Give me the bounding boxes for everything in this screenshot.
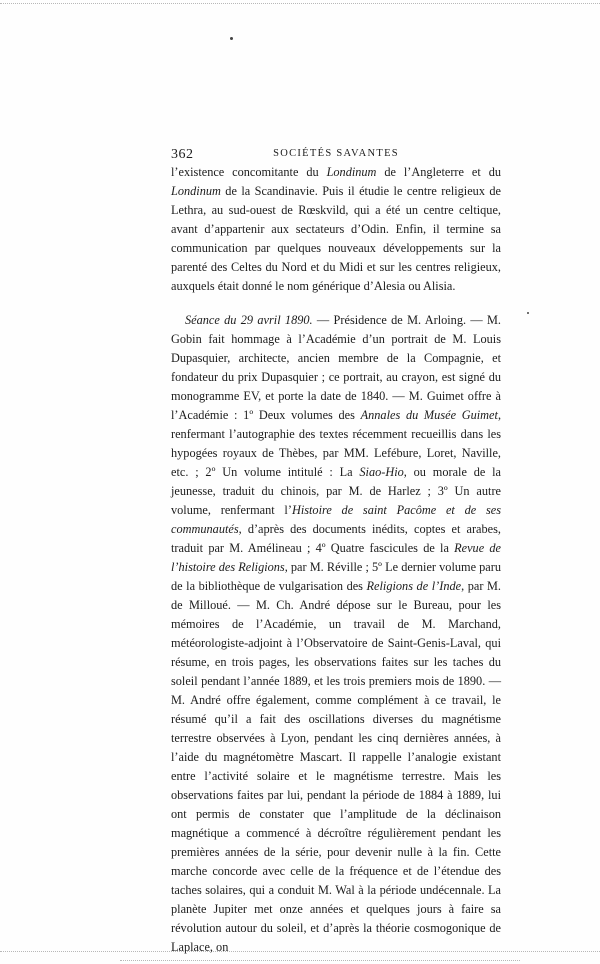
bottom-edge-mark xyxy=(120,960,520,961)
body-text xyxy=(171,163,501,957)
top-edge-mark xyxy=(0,3,600,4)
page-number: 362 xyxy=(171,147,194,162)
paragraph-seance-29-avril: Séance du 29 avril 1890. — Présidence de M. Arloing. — M. Gobin fait hommage à l’Académie d’un portrait de M. Louis Dupasquier, architecte, ancien membre de la Compagnie, et fondateur du prix Dupasquier ; ce portrait, au crayon, est signé du monogramme EV, et porte la date de 1840. — M. Guimet offre à l’Académie : 1º Deux volumes des Annales du Musée Guimet, renfermant l’autographie des textes récemment recueillis dans les hypogées royaux de Thèbes, par MM. Lefébure, Loret, Naville, etc. ; 2º Un volume intitulé : La Siao-Hio, ou morale de la jeunesse, traduit du chinois, par M. de Harlez ; 3º Un autre volume, renfermant l’Histoire de saint Pacôme et de ses communautés, d’après des documents inédits, coptes et arabes, traduit par M. Amélineau ; 4º Quatre fascicules de la Revue de l’histoire des Religions, par M. Réville ; 5º Le dernier volume paru de la bibliothèque de vulgarisation des Religions de l’Inde, par M. de Milloué. — M. Ch. André dépose sur le Bureau, pour les mémoires de l’Académie, un travail de M. Marchand, météorologiste-adjoint à l’Observatoire de Saint-Genis-Laval, qui résume, en trois pages, les observations faites sur les taches du soleil pendant l’année 1889, et les trois premiers mois de 1890. — M. André offre également, comme complément à ce travail, le résumé qu’il a fait des oscillations diverses du magnétisme terrestre observées à Lyon, pendant les cinq dernières années, à l’aide du magnétomètre Mascart. Il rappelle l’analogie existant entre l’activité solaire et le magnétisme terrestre. Mais les observations faites par lui, pendant la période de 1884 à 1889, lui ont permis de constater que l’amplitude de la déclinaison magnétique a commencé à décroître régulièrement pendant les premières années de la série, pour devenir nulle à la fin. Cette marche concorde avec celle de la fréquence et de l’étendue des taches solaires, qui a conduit M. Wal à la période undécennale. La planète Jupiter met onze années et quelques jours à faire sa révolution autour du soleil, et d’après la théorie cosmogonique de Laplace, on xyxy=(171,313,502,954)
ink-speck xyxy=(230,37,233,40)
paragraph-continuation: l’existence concomitante du Londinum de l’Angleterre et du Londinum de la Scandinavie. Puis il étudie le centre religieux de Lethra, au sud-ouest de Rœskvild, qui a été un centre celtique, avant d’appartenir aux sectateurs d’Odin. Enfin, il termine sa communication par quelques nouveaux développements sur la parenté des Celtes du Nord et du Midi et sur les centres religieux, auxquels était donné le nom générique d’Alesia ou Alisia. xyxy=(171,165,501,293)
ink-speck xyxy=(527,312,529,314)
running-title: SOCIÉTÉS SAVANTES xyxy=(273,148,399,159)
